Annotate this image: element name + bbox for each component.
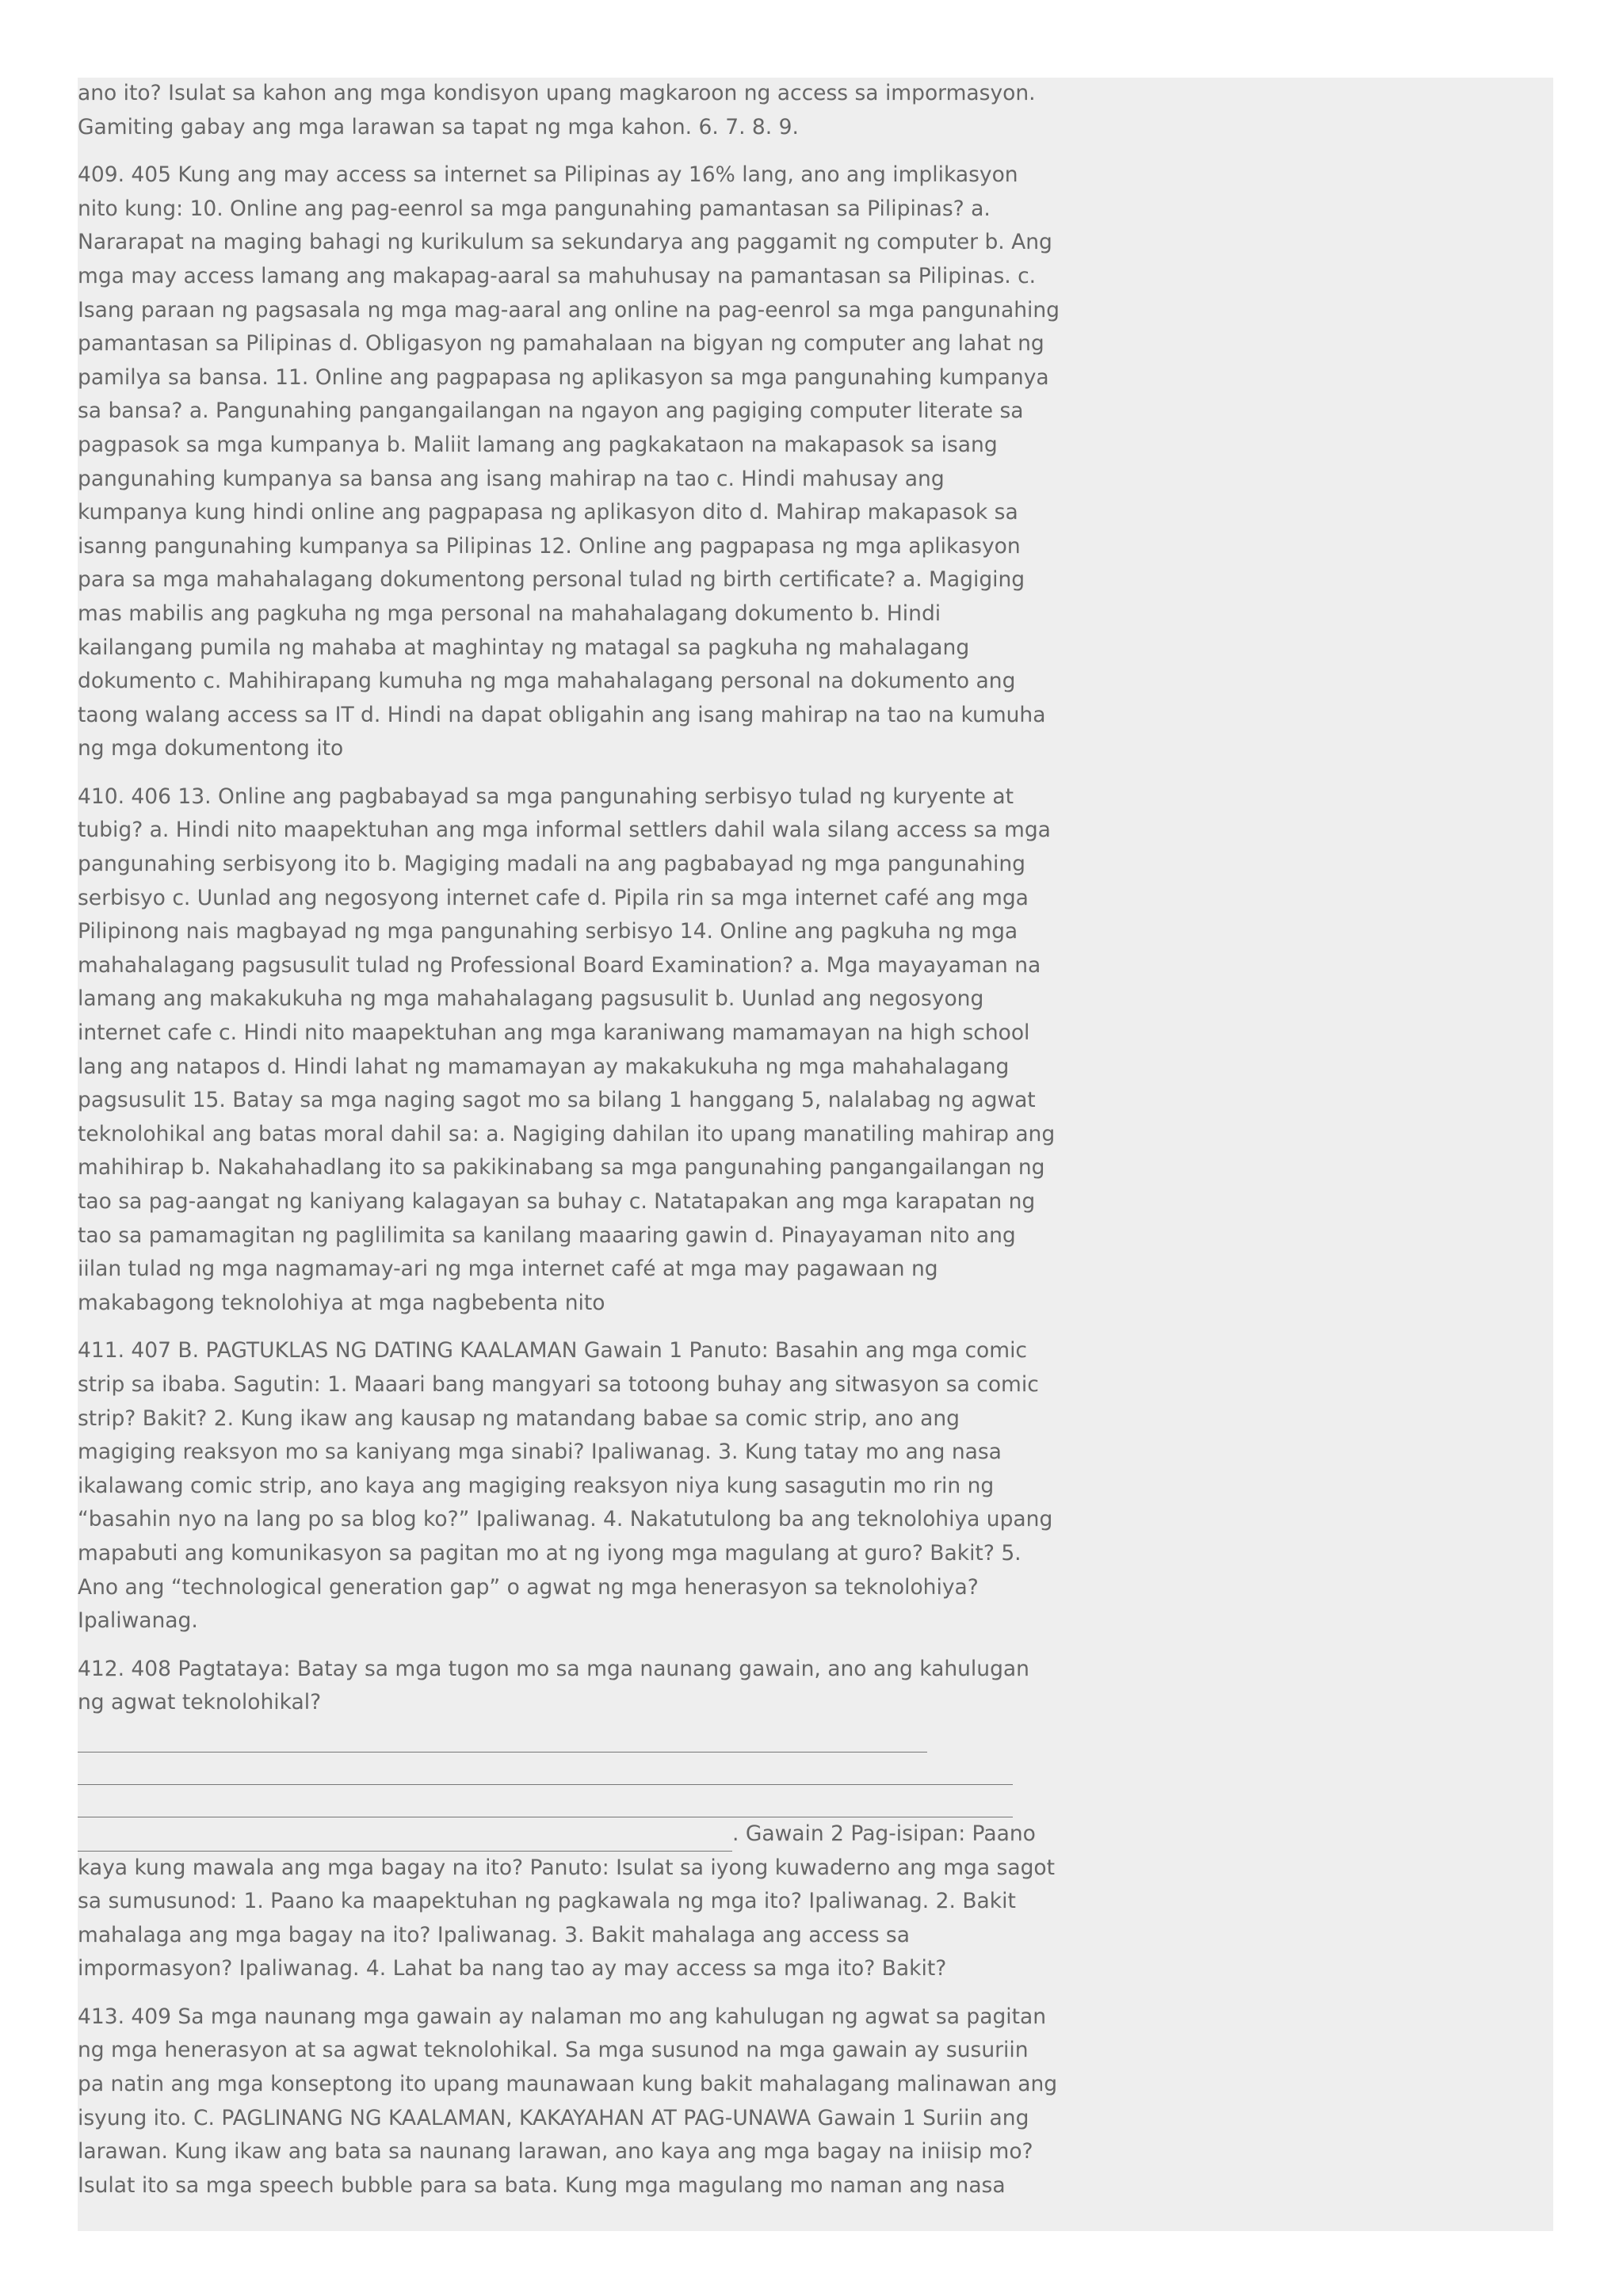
paragraph-412	[78, 1653, 1060, 1986]
paragraph-409: 409. 405 Kung ang may access sa internet sa Pilipinas ay 16% lang, ano ang implikasyon nito kung: 10. Online ang pag-eenrol sa mga pangunahing pamantasan sa Pilipinas? a. Nararapat na maging bahagi ng kurikulum sa sekundarya ang paggamit ng computer b. Ang mga may access lamang ang makapag-aaral sa mahuhusay na pamantasan sa Pilipinas. c. Isang paraan ng pagsasala ng mga mag-aaral ang online na pag-eenrol sa mga pangunahing pamantasan sa Pilipinas d. Obligasyon ng pamahalaan na bigyan ng computer ang lahat ng pamilya sa bansa. 11. Online ang pagpapasa ng aplikasyon sa mga pangunahing kumpanya sa bansa? a. Pangunahing pangangailangan na ngayon ang pagiging computer literate sa pagpasok sa mga kumpanya b. Maliit lamang ang pagkakataon na makapasok sa isang pangunahing kumpanya sa bansa ang isang mahirap na tao c. Hindi mahusay ang kumpanya kung hindi online ang pagpapasa ng aplikasyon dito d. Mahirap makapasok sa isanng pangunahing kumpanya sa Pilipinas 12. Online ang pagpapasa ng mga aplikasyon para sa mga mahahalagang dokumentong personal tulad ng birth certificate? a. Magiging mas mabilis ang pagkuha ng mga personal na mahahalagang dokumento b. Hindi kailangang pumila ng mahaba at maghintay ng matagal sa pagkuha ng mahalagang dokumento c. Mahihirapang kumuha ng mga mahahalagang personal na dokumento ang taong walang access sa IT d. Hindi na dapat obligahin ang isang mahirap na tao na kumuha ng mga dokumentong ito	[78, 162, 1060, 761]
answer-blank-line	[78, 1753, 1013, 1785]
paragraph-412-question: 412. 408 Pagtataya: Batay sa mga tugon mo sa mga naunang gawain, ano ang kahulugan ng agwat teknolohikal?	[78, 1656, 1029, 1715]
paragraph-410: 410. 406 13. Online ang pagbabayad sa mga pangunahing serbisyo tulad ng kuryente at tubig? a. Hindi nito maapektuhan ang mga informal settlers dahil wala silang access sa mga pangunahing serbisyong ito b. Magiging madali na ang pagbabayad ng mga pangunahing serbisyo c. Uunlad ang negosyong internet cafe d. Pipila rin sa mga internet café ang mga Pilipinong nais magbayad ng mga pangunahing serbisyo 14. Online ang pagkuha ng mga mahahalagang pagsusulit tulad ng Professional Board Examination? a. Mga mayayaman na lamang ang makakukuha ng mga mahahalagang pagsusulit b. Uunlad ang negosyong internet cafe c. Hindi nito maapektuhan ang mga karaniwang mamamayan na high school lang ang natapos d. Hindi lahat ng mamamayan ay makakukuha ng mga mahahalagang pagsusulit 15. Batay sa mga naging sagot mo sa bilang 1 hanggang 5, nalalabag ng agwat teknolohikal ang batas moral dahil sa: a. Nagiging dahilan ito upang manatiling mahirap ang mahihirap b. Nakahahadlang ito sa pakikinabang sa mga pangunahing pangangailangan ng tao sa pag-aangat ng kaniyang kalagayan sa buhay c. Natatapakan ang mga karapatan ng tao sa pamamagitan ng paglilimita sa kanilang maaaring gawin d. Pinayayaman nito ang iilan tulad ng mga nagmamay-ari ng mga internet café at mga may pagawaan ng makabagong teknolohiya at mga nagbebenta nito	[78, 784, 1056, 1315]
document-page	[78, 78, 1553, 2231]
document-text	[78, 78, 1060, 2217]
paragraph-instructions-continued: ano ito? Isulat sa kahon ang mga kondisyon upang magkaroon ng access sa impormasyon. Gamiting gabay ang mga larawan sa tapat ng mga kahon. 6. 7. 8. 9.	[78, 81, 1036, 139]
paragraph-412-gawain-2: . Gawain 2 Pag-isipan: Paano kaya kung mawala ang mga bagay na ito? Panuto: Isulat sa iyong kuwaderno ang mga sagot sa sumusunod: 1. Paano ka maapektuhan ng pagkawala ng mga ito? Ipaliwanag. 2. Bakit mahalaga ang mga bagay na ito? Ipaliwanag. 3. Bakit mahalaga ang access sa impormasyon? Ipaliwanag. 4. Lahat ba nang tao ay may access sa mga ito? Bakit?	[78, 1821, 1055, 1981]
paragraph-411: 411. 407 B. PAGTUKLAS NG DATING KAALAMAN Gawain 1 Panuto: Basahin ang mga comic strip sa ibaba. Sagutin: 1. Maaari bang mangyari sa totoong buhay ang sitwasyon sa comic strip? Bakit? 2. Kung ikaw ang kausap ng matandang babae sa comic strip, ano ang magiging reaksyon mo sa kaniyang mga sinabi? Ipaliwanag. 3. Kung tatay mo ang nasa ikalawang comic strip, ano kaya ang magiging reaksyon niya kung sasagutin mo rin ng “basahin nyo na lang po sa blog ko?” Ipaliwanag. 4. Nakatutulong ba ang teknolohiya upang mapabuti ang komunikasyon sa pagitan mo at ng iyong mga magulang at guro? Bakit? 5. Ano ang “technological generation gap” o agwat ng mga henerasyon sa teknolohiya? Ipaliwanag.	[78, 1338, 1053, 1634]
answer-blank-line	[78, 1720, 927, 1753]
answer-blank-line	[78, 1785, 1013, 1817]
paragraph-413: 413. 409 Sa mga naunang mga gawain ay nalaman mo ang kahulugan ng agwat sa pagitan ng mga henerasyon at sa agwat teknolohikal. Sa mga susunod na mga gawain ay susuriin pa natin ang mga konseptong ito upang maunawaan kung bakit mahalagang malinawan ang isyung ito. C. PAGLINANG NG KAALAMAN, KAKAYAHAN AT PAG-UNAWA Gawain 1 Suriin ang larawan. Kung ikaw ang bata sa naunang larawan, ano kaya ang mga bagay na iniisip mo? Isulat ito sa mga speech bubble para sa bata. Kung mga magulang mo naman ang nasa	[78, 2004, 1058, 2198]
answer-blank-line	[78, 1825, 732, 1852]
